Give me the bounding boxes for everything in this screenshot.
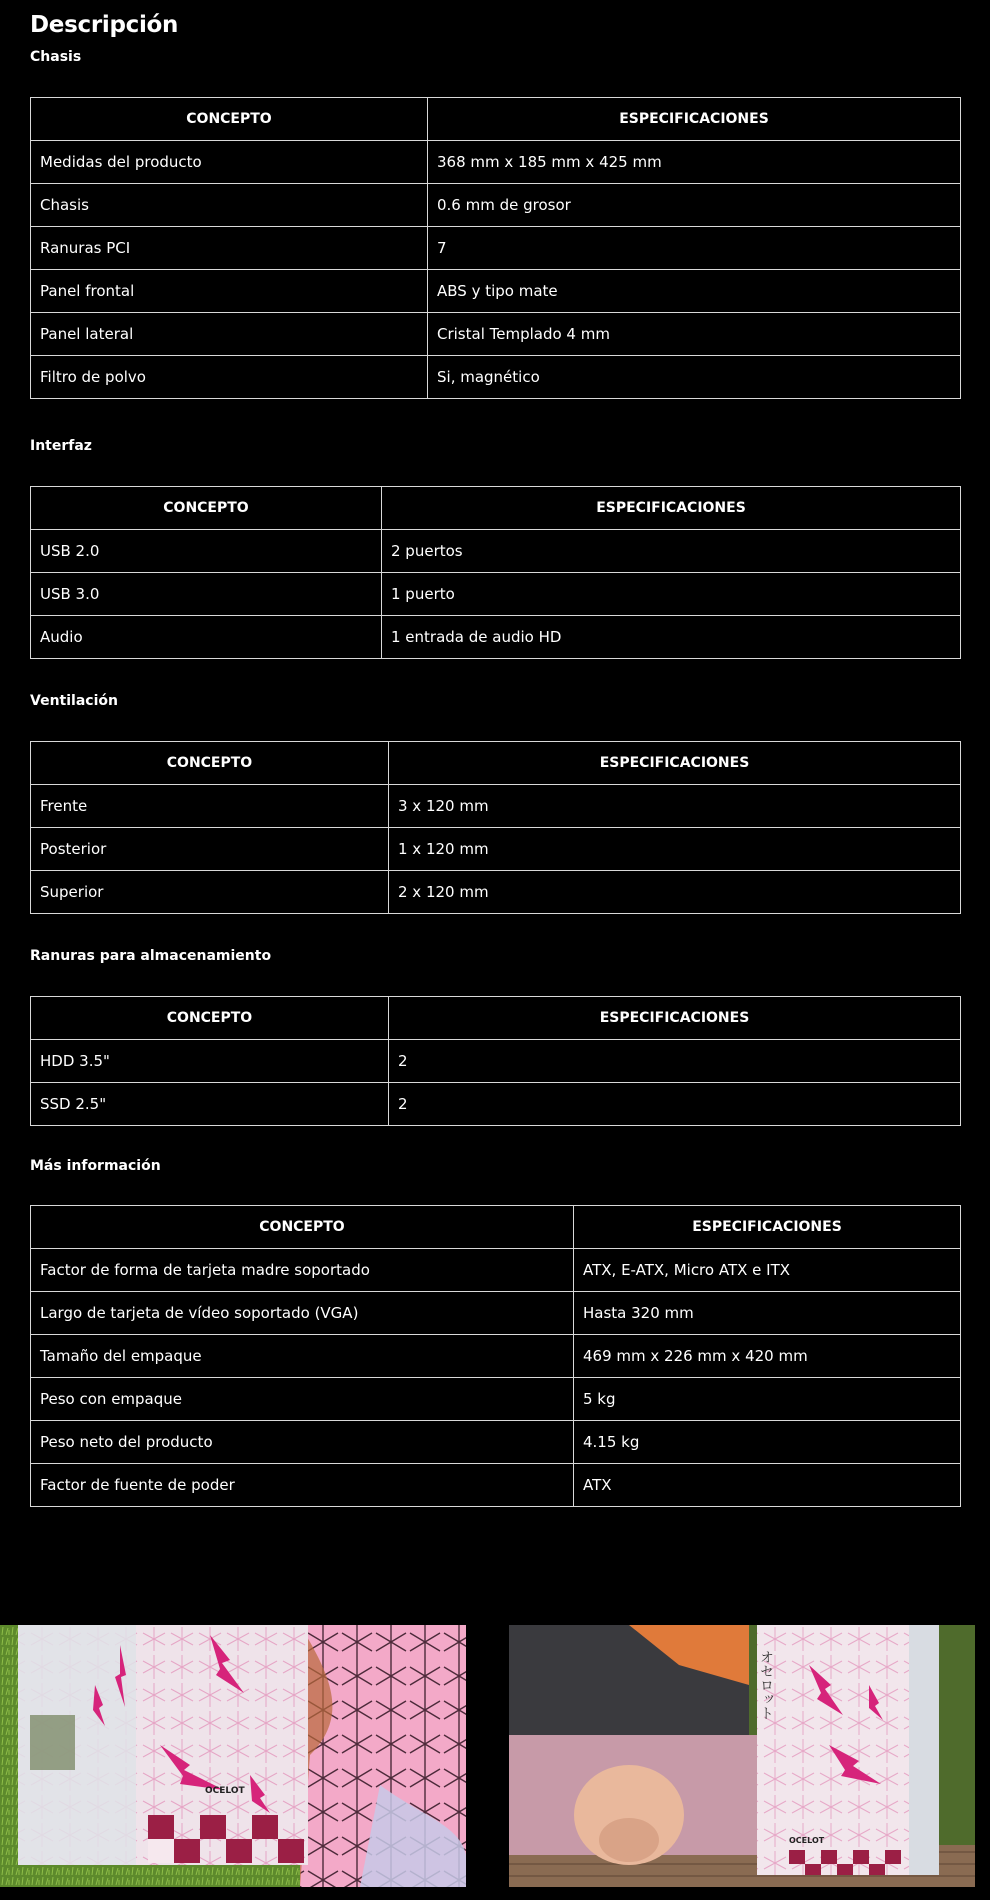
table-cell-spec: 2 [389, 1040, 961, 1083]
spec-table-ventilacion [30, 741, 961, 914]
table-cell-concept: Filtro de polvo [31, 356, 428, 399]
table-header-row [31, 997, 961, 1040]
table-row [31, 227, 961, 270]
table-row [31, 530, 961, 573]
table-cell-spec: Cristal Templado 4 mm [428, 313, 961, 356]
table-header-row [31, 1206, 961, 1249]
table-cell-concept: USB 3.0 [31, 573, 382, 616]
table-cell-concept: Tamaño del empaque [31, 1335, 574, 1378]
brand-logo: OCELOT [205, 1786, 245, 1796]
section-title-ventilacion: Ventilación [30, 693, 118, 709]
table-cell-spec: 2 [389, 1083, 961, 1126]
section-title-chasis: Chasis [30, 49, 82, 65]
table-cell-spec: 4.15 kg [574, 1421, 961, 1464]
section-title-almacenamiento: Ranuras para almacenamiento [30, 948, 272, 964]
section-title-mas-informacion: Más información [30, 1158, 161, 1174]
table-row [31, 313, 961, 356]
table-cell-spec: 1 x 120 mm [389, 828, 961, 871]
table-cell-spec: ATX [574, 1464, 961, 1507]
table-cell-concept: Panel lateral [31, 313, 428, 356]
column-header-concepto: CONCEPTO [31, 98, 428, 141]
table-row [31, 871, 961, 914]
table-row [31, 1292, 961, 1335]
table-header-row [31, 98, 961, 141]
table-cell-spec: 368 mm x 185 mm x 425 mm [428, 141, 961, 184]
product-photo-right [509, 1625, 975, 1887]
table-row [31, 785, 961, 828]
table-cell-concept: Panel frontal [31, 270, 428, 313]
table-header-row [31, 742, 961, 785]
table-cell-concept: Largo de tarjeta de vídeo soportado (VGA) [31, 1292, 574, 1335]
table-row [31, 270, 961, 313]
spec-table-mas-informacion [30, 1205, 961, 1507]
table-cell-spec: 1 puerto [382, 573, 961, 616]
table-row [31, 616, 961, 659]
table-cell-spec: 5 kg [574, 1378, 961, 1421]
table-cell-concept: USB 2.0 [31, 530, 382, 573]
spec-table-chasis [30, 97, 961, 399]
table-cell-concept: Chasis [31, 184, 428, 227]
japanese-side-text: オセロット [758, 1650, 774, 1720]
table-row [31, 1249, 961, 1292]
table-cell-spec: Hasta 320 mm [574, 1292, 961, 1335]
table-row [31, 1378, 961, 1421]
table-cell-concept: Peso con empaque [31, 1378, 574, 1421]
table-cell-spec: 2 puertos [382, 530, 961, 573]
table-row [31, 1083, 961, 1126]
column-header-concepto: CONCEPTO [31, 742, 389, 785]
table-cell-spec: 7 [428, 227, 961, 270]
table-cell-concept: Audio [31, 616, 382, 659]
table-cell-spec: ATX, E-ATX, Micro ATX e ITX [574, 1249, 961, 1292]
table-cell-spec: 3 x 120 mm [389, 785, 961, 828]
table-cell-spec: 469 mm x 226 mm x 420 mm [574, 1335, 961, 1378]
table-row [31, 1421, 961, 1464]
table-cell-concept: HDD 3.5" [31, 1040, 389, 1083]
brand-logo: OCELOT [789, 1836, 825, 1845]
column-header-especificaciones: ESPECIFICACIONES [574, 1206, 961, 1249]
table-cell-concept: Frente [31, 785, 389, 828]
spec-table-interfaz [30, 486, 961, 659]
table-cell-spec: 1 entrada de audio HD [382, 616, 961, 659]
column-header-especificaciones: ESPECIFICACIONES [382, 487, 961, 530]
table-cell-spec: ABS y tipo mate [428, 270, 961, 313]
table-cell-concept: Factor de fuente de poder [31, 1464, 574, 1507]
table-row [31, 573, 961, 616]
table-cell-concept: Superior [31, 871, 389, 914]
table-cell-spec: 2 x 120 mm [389, 871, 961, 914]
column-header-especificaciones: ESPECIFICACIONES [389, 742, 961, 785]
table-cell-spec: 0.6 mm de grosor [428, 184, 961, 227]
page-title: Descripción [30, 12, 179, 38]
table-cell-concept: Posterior [31, 828, 389, 871]
table-row [31, 184, 961, 227]
product-photo-left [0, 1625, 466, 1887]
table-row [31, 356, 961, 399]
table-cell-concept: SSD 2.5" [31, 1083, 389, 1126]
table-cell-concept: Factor de forma de tarjeta madre soportado [31, 1249, 574, 1292]
table-row [31, 1335, 961, 1378]
spec-table-almacenamiento [30, 996, 961, 1126]
section-title-interfaz: Interfaz [30, 438, 92, 454]
table-row [31, 1040, 961, 1083]
table-cell-concept: Ranuras PCI [31, 227, 428, 270]
table-header-row [31, 487, 961, 530]
column-header-concepto: CONCEPTO [31, 997, 389, 1040]
column-header-especificaciones: ESPECIFICACIONES [428, 98, 961, 141]
column-header-concepto: CONCEPTO [31, 487, 382, 530]
table-row [31, 1464, 961, 1507]
table-row [31, 828, 961, 871]
table-cell-concept: Medidas del producto [31, 141, 428, 184]
column-header-especificaciones: ESPECIFICACIONES [389, 997, 961, 1040]
column-header-concepto: CONCEPTO [31, 1206, 574, 1249]
table-row [31, 141, 961, 184]
table-cell-concept: Peso neto del producto [31, 1421, 574, 1464]
table-cell-spec: Si, magnético [428, 356, 961, 399]
